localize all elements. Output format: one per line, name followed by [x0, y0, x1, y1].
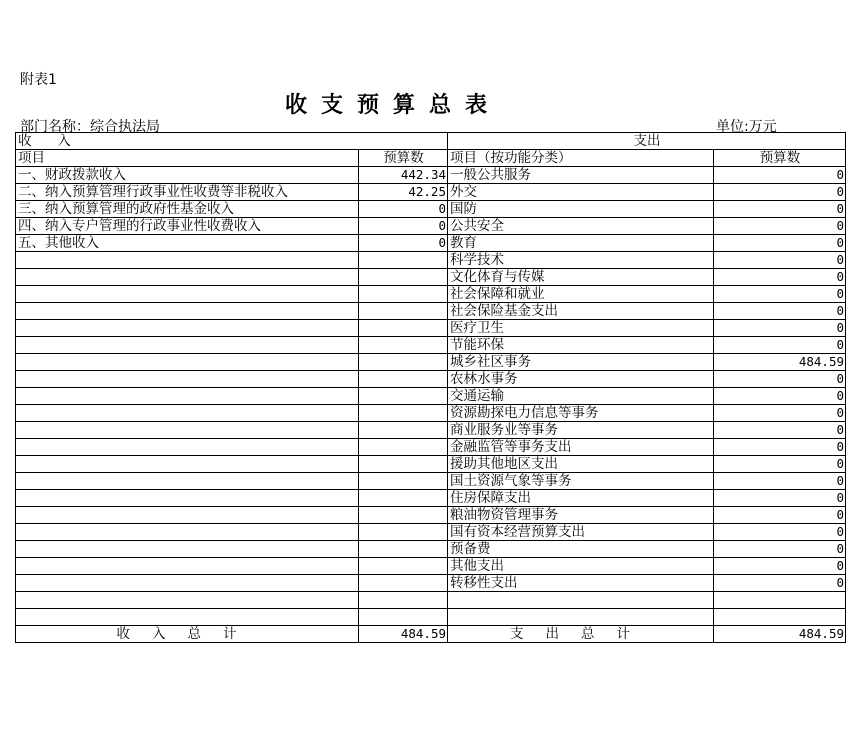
total-row — [16, 626, 846, 643]
expense-total-value: 484.59 — [714, 626, 846, 643]
income-value-cell — [359, 524, 448, 541]
income-item-cell — [16, 371, 359, 388]
section-header-row — [16, 133, 846, 150]
expense-value-cell: 0 — [714, 235, 846, 252]
income-item-cell — [16, 490, 359, 507]
table-row — [16, 235, 846, 252]
expense-value-cell: 0 — [714, 269, 846, 286]
income-value-cell — [359, 507, 448, 524]
table-row — [16, 490, 846, 507]
income-item-cell: 四、纳入专户管理的行政事业性收费收入 — [16, 218, 359, 235]
table-row — [16, 575, 846, 592]
income-value-cell — [359, 439, 448, 456]
income-value-cell: 0 — [359, 201, 448, 218]
table-row — [16, 405, 846, 422]
expense-item-cell: 医疗卫生 — [448, 320, 714, 337]
expense-value-cell: 0 — [714, 252, 846, 269]
income-item-cell — [16, 439, 359, 456]
expense-item-cell: 粮油物资管理事务 — [448, 507, 714, 524]
table-row — [16, 167, 846, 184]
table-row — [16, 439, 846, 456]
income-value-cell — [359, 405, 448, 422]
expense-item-cell: 教育 — [448, 235, 714, 252]
expense-value-cell: 0 — [714, 490, 846, 507]
income-value-cell: 42.25 — [359, 184, 448, 201]
expense-value-cell: 0 — [714, 320, 846, 337]
expense-value-cell: 0 — [714, 201, 846, 218]
income-item-cell — [16, 269, 359, 286]
expense-item-cell: 公共安全 — [448, 218, 714, 235]
income-item-cell: 五、其他收入 — [16, 235, 359, 252]
expense-total-label — [448, 626, 714, 643]
income-value-cell — [359, 286, 448, 303]
expense-item-cell — [448, 592, 714, 609]
income-section-header: 收 入 — [16, 133, 448, 150]
income-item-cell — [16, 303, 359, 320]
expense-budget-header: 预算数 — [714, 150, 846, 167]
table-row — [16, 388, 846, 405]
appendix-label: 附表1 — [20, 72, 57, 88]
expense-item-header: 项目（按功能分类） — [448, 150, 714, 167]
table-row — [16, 609, 846, 626]
income-total-label-text: 收入总计 — [116, 626, 259, 642]
income-item-cell — [16, 592, 359, 609]
income-item-header: 项目 — [16, 150, 359, 167]
income-total-value: 484.59 — [359, 626, 448, 643]
expense-value-cell: 0 — [714, 286, 846, 303]
expense-value-cell: 0 — [714, 558, 846, 575]
expense-value-cell: 0 — [714, 422, 846, 439]
income-value-cell — [359, 269, 448, 286]
table-row — [16, 201, 846, 218]
expense-item-cell: 节能环保 — [448, 337, 714, 354]
expense-value-cell — [714, 592, 846, 609]
income-item-cell — [16, 456, 359, 473]
income-total-label — [16, 626, 359, 643]
expense-item-cell: 国防 — [448, 201, 714, 218]
expense-item-cell: 其他支出 — [448, 558, 714, 575]
income-item-cell — [16, 422, 359, 439]
table-row — [16, 269, 846, 286]
table-row — [16, 252, 846, 269]
expense-item-cell: 科学技术 — [448, 252, 714, 269]
table-row — [16, 286, 846, 303]
income-value-cell — [359, 609, 448, 626]
income-value-cell — [359, 422, 448, 439]
income-item-cell — [16, 320, 359, 337]
table-row — [16, 303, 846, 320]
expense-value-cell: 0 — [714, 337, 846, 354]
expense-item-cell: 资源勘探电力信息等事务 — [448, 405, 714, 422]
expense-value-cell: 0 — [714, 541, 846, 558]
expense-value-cell: 0 — [714, 371, 846, 388]
income-value-cell — [359, 541, 448, 558]
income-value-cell: 0 — [359, 235, 448, 252]
income-value-cell — [359, 320, 448, 337]
expense-item-cell: 国有资本经营预算支出 — [448, 524, 714, 541]
expense-item-cell: 城乡社区事务 — [448, 354, 714, 371]
expense-value-cell: 0 — [714, 167, 846, 184]
table-row — [16, 524, 846, 541]
table-row — [16, 354, 846, 371]
income-item-cell — [16, 575, 359, 592]
expense-item-cell — [448, 609, 714, 626]
table-row — [16, 371, 846, 388]
income-value-cell — [359, 490, 448, 507]
income-item-cell — [16, 388, 359, 405]
income-item-cell — [16, 286, 359, 303]
income-item-cell — [16, 507, 359, 524]
income-item-cell — [16, 252, 359, 269]
table-row — [16, 473, 846, 490]
expense-value-cell: 0 — [714, 218, 846, 235]
expense-value-cell: 0 — [714, 456, 846, 473]
income-value-cell — [359, 592, 448, 609]
expense-value-cell: 0 — [714, 303, 846, 320]
expense-item-cell: 农林水事务 — [448, 371, 714, 388]
table-title: 收支预算总表 — [284, 93, 501, 118]
expense-item-cell: 住房保障支出 — [448, 490, 714, 507]
expense-value-cell: 0 — [714, 405, 846, 422]
table-row — [16, 422, 846, 439]
income-value-cell — [359, 371, 448, 388]
department-name: 部门名称：综合执法局 — [20, 119, 160, 135]
table-row — [16, 184, 846, 201]
expense-item-cell: 国土资源气象等事务 — [448, 473, 714, 490]
expense-value-cell: 0 — [714, 575, 846, 592]
table-row — [16, 337, 846, 354]
expense-value-cell: 0 — [714, 388, 846, 405]
expense-value-cell: 0 — [714, 184, 846, 201]
table-row — [16, 218, 846, 235]
expense-item-cell: 转移性支出 — [448, 575, 714, 592]
expense-item-cell: 社会保险基金支出 — [448, 303, 714, 320]
expense-item-cell: 援助其他地区支出 — [448, 456, 714, 473]
expense-item-cell: 交通运输 — [448, 388, 714, 405]
budget-summary-table — [15, 132, 846, 643]
expense-value-cell: 0 — [714, 439, 846, 456]
expense-value-cell: 0 — [714, 473, 846, 490]
income-item-cell — [16, 524, 359, 541]
expense-value-cell: 0 — [714, 507, 846, 524]
income-value-cell — [359, 558, 448, 575]
table-row — [16, 507, 846, 524]
expense-item-cell: 预备费 — [448, 541, 714, 558]
table-row — [16, 320, 846, 337]
income-value-cell — [359, 456, 448, 473]
column-header-row — [16, 150, 846, 167]
table-row — [16, 541, 846, 558]
table-row — [16, 558, 846, 575]
expense-value-cell: 484.59 — [714, 354, 846, 371]
income-item-cell — [16, 337, 359, 354]
income-item-cell: 二、纳入预算管理行政事业性收费等非税收入 — [16, 184, 359, 201]
table-row — [16, 592, 846, 609]
income-item-cell — [16, 558, 359, 575]
income-item-cell — [16, 473, 359, 490]
income-item-cell — [16, 609, 359, 626]
income-value-cell — [359, 473, 448, 490]
expense-total-label-text: 支出总计 — [510, 626, 652, 642]
income-item-cell: 一、财政拨款收入 — [16, 167, 359, 184]
income-value-cell — [359, 575, 448, 592]
expense-item-cell: 外交 — [448, 184, 714, 201]
expense-value-cell: 0 — [714, 524, 846, 541]
income-value-cell — [359, 354, 448, 371]
income-value-cell: 442.34 — [359, 167, 448, 184]
expense-section-header: 支出 — [448, 133, 846, 150]
income-value-cell — [359, 303, 448, 320]
income-value-cell — [359, 388, 448, 405]
income-item-cell — [16, 405, 359, 422]
expense-item-cell: 一般公共服务 — [448, 167, 714, 184]
table-row — [16, 456, 846, 473]
income-item-cell — [16, 541, 359, 558]
income-item-cell: 三、纳入预算管理的政府性基金收入 — [16, 201, 359, 218]
income-value-cell — [359, 337, 448, 354]
expense-value-cell — [714, 609, 846, 626]
unit-label: 单位:万元 — [716, 119, 777, 135]
expense-item-cell: 社会保障和就业 — [448, 286, 714, 303]
income-item-cell — [16, 354, 359, 371]
income-value-cell: 0 — [359, 218, 448, 235]
expense-item-cell: 文化体育与传媒 — [448, 269, 714, 286]
income-budget-header: 预算数 — [359, 150, 448, 167]
expense-item-cell: 商业服务业等事务 — [448, 422, 714, 439]
income-value-cell — [359, 252, 448, 269]
expense-item-cell: 金融监管等事务支出 — [448, 439, 714, 456]
